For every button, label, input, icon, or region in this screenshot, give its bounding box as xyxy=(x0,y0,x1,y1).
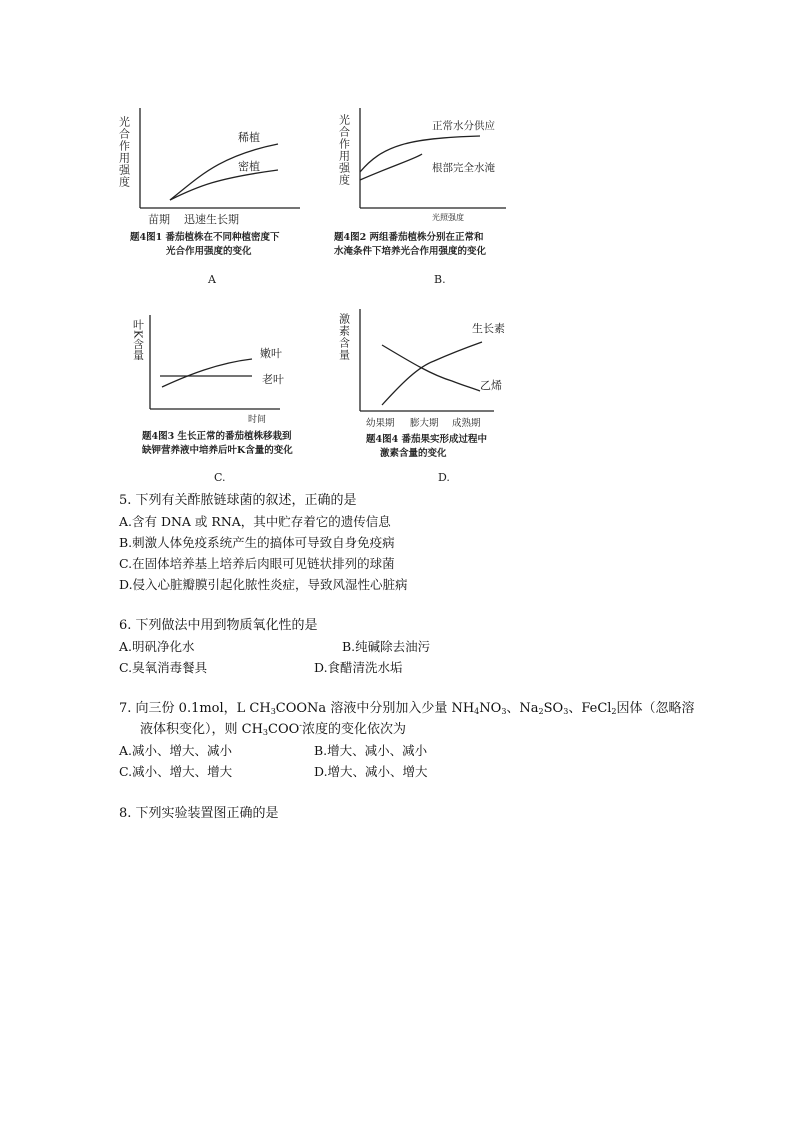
b-xlabel: 光照强度 xyxy=(432,213,464,222)
c-letter: C. xyxy=(214,471,226,484)
a-caption-1: 题4图1 番茄植株在不同种植密度下 xyxy=(130,232,280,243)
a-xtick-2: 迅速生长期 xyxy=(184,213,239,226)
q7-option-a: A.减小、增大、减小 xyxy=(119,743,233,758)
figure-c xyxy=(118,305,318,490)
c-ylabel: 叶K含量 xyxy=(131,319,145,361)
q7-stem: 7. 向三份 0.1mol，L $CH_3COONa$ 溶液中分别加入少量 $NH_4NO_3$、$Na_2SO_3$、FeCl$_2$因体（忽略溶 xyxy=(119,701,695,716)
b-label-flooded: 根部完全水淹 xyxy=(432,162,495,174)
q6-stem: 6. 下列做法中用到物质氧化性的是 xyxy=(119,618,318,633)
q8-stem: 8. 下列实验装置图正确的是 xyxy=(119,806,279,821)
a-xtick-1: 苗期 xyxy=(148,213,170,226)
d-xtick-2: 膨大期 xyxy=(410,418,439,429)
a-curve-dense xyxy=(170,170,278,200)
q7-stem-line2: 液体积变化），则 $CH_3COO^-$浓度的变化依次为 xyxy=(140,720,406,737)
q7-option-d: D.增大、减小、增大 xyxy=(314,764,428,779)
b-ylabel: 光合作用强度 xyxy=(337,114,351,186)
a-label-dense: 密植 xyxy=(238,160,260,173)
q7-option-c: C.减小、增大、增大 xyxy=(119,764,233,779)
q5-option-a: A.含有 DNA 或 RNA，其中贮存着它的遗传信息 xyxy=(119,514,391,529)
c-xlabel: 时间 xyxy=(248,415,267,425)
q6-option-c: C.臭氧消毒餐具 xyxy=(119,660,208,675)
figure-b xyxy=(322,96,522,291)
a-caption-2: 光合作用强度的变化 xyxy=(166,246,252,257)
d-ylabel: 激素含量 xyxy=(337,313,351,361)
q7-option-b: B.增大、减小、减小 xyxy=(314,743,428,758)
c-label-old: 老叶 xyxy=(262,373,284,386)
q5-option-d: D.侵入心脏瓣膜引起化脓性炎症，导致风湿性心脏病 xyxy=(119,577,408,592)
b-caption-1: 题4图2 两组番茄植株分别在正常和 xyxy=(334,232,484,243)
c-label-young: 嫩叶 xyxy=(260,347,282,360)
d-curve-ethylene xyxy=(382,345,480,391)
figure-d xyxy=(322,305,522,490)
d-letter: D. xyxy=(438,471,450,484)
d-label-auxin: 生长素 xyxy=(472,322,505,335)
a-label-sparse: 稀植 xyxy=(238,131,260,144)
a-ylabel: 光合作用强度 xyxy=(118,116,131,188)
q6-option-b: B.纯碱除去油污 xyxy=(342,639,431,654)
q6-option-a: A.明矾净化水 xyxy=(119,639,195,654)
d-caption-1: 题4图4 番茄果实形成过程中 xyxy=(366,434,488,445)
q5-option-c: C.在固体培养基上培养后肉眼可见链状排列的球菌 xyxy=(119,556,395,571)
b-label-normal: 正常水分供应 xyxy=(432,120,495,132)
d-xtick-1: 幼果期 xyxy=(366,418,395,429)
figure-a xyxy=(118,96,318,291)
b-letter: B. xyxy=(434,273,446,286)
c-caption-2: 缺钾营养液中培养后叶K含量的变化 xyxy=(142,445,293,456)
d-xtick-3: 成熟期 xyxy=(452,418,481,429)
c-curve-young xyxy=(162,359,252,387)
b-caption-2: 水淹条件下培养光合作用强度的变化 xyxy=(334,246,487,257)
b-curve-flooded xyxy=(360,154,422,180)
d-caption-2: 激素含量的变化 xyxy=(380,448,447,459)
q5-option-b: B.刺激人体免疫系统产生的搞体可导致自身免疫病 xyxy=(119,535,395,550)
d-label-ethylene: 乙烯 xyxy=(480,379,502,392)
q5-stem: 5. 下列有关酢脓链球菌的叙述，正确的是 xyxy=(119,493,357,508)
a-letter: A xyxy=(208,273,216,286)
q6-option-d: D.食醋清洗水垢 xyxy=(314,660,403,675)
c-caption-1: 题4图3 生长正常的番茄植株移栽到 xyxy=(142,431,292,442)
